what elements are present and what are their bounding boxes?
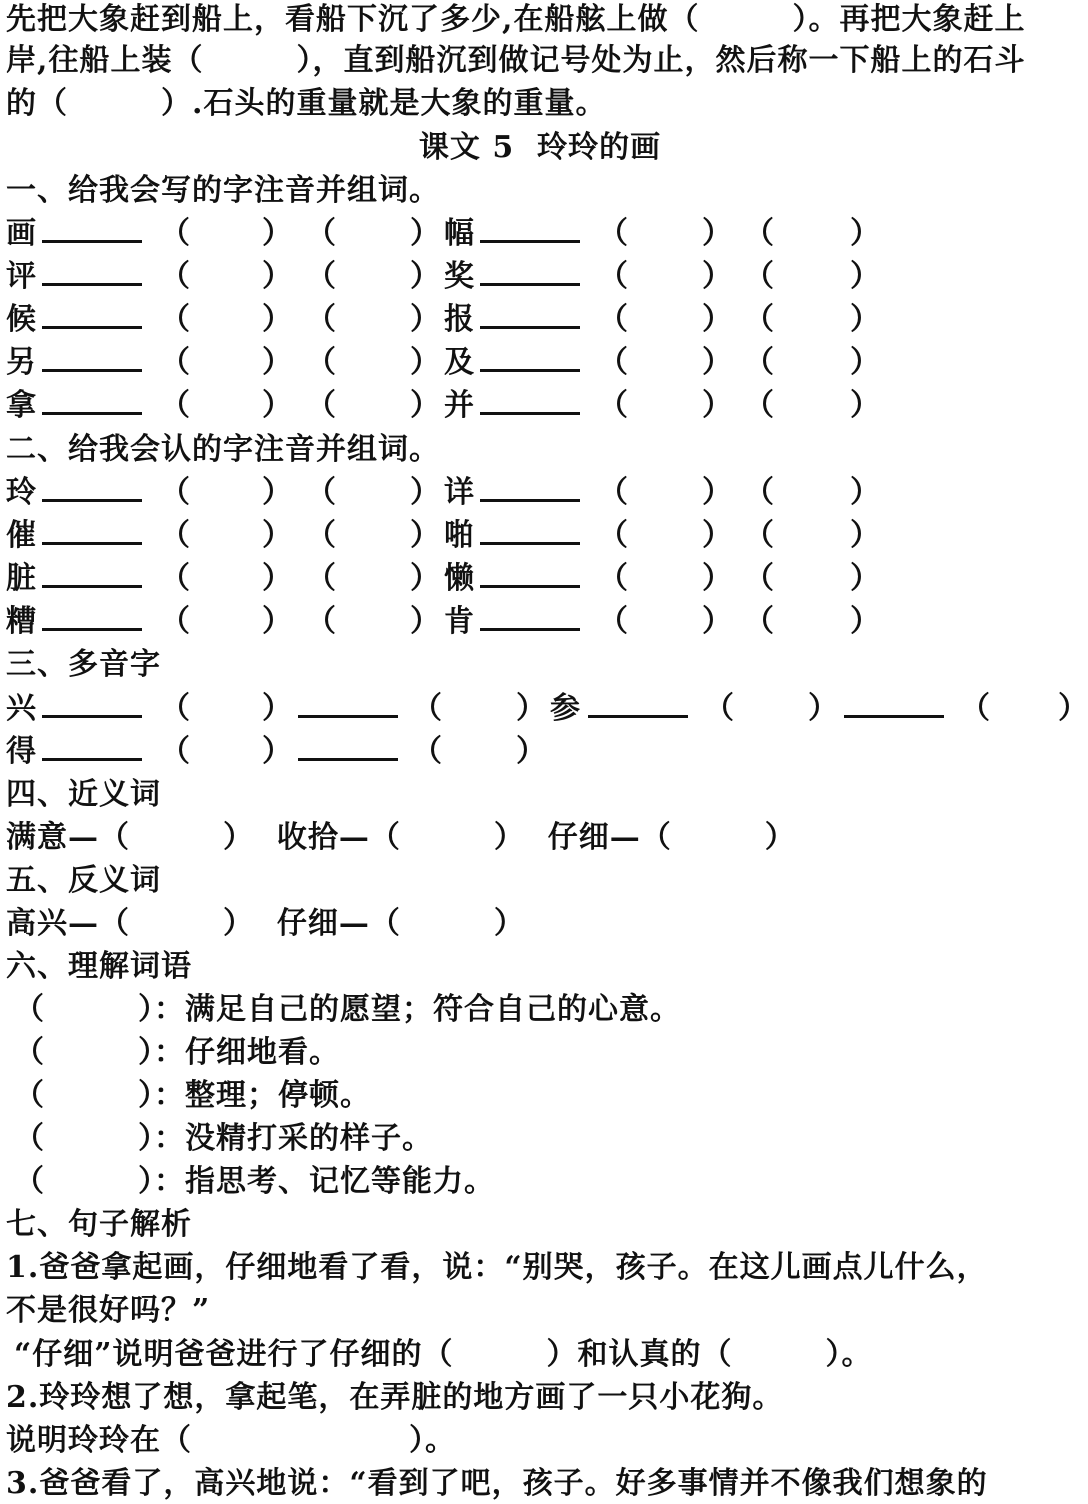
char-row <box>0 559 1080 599</box>
open-paren: （ <box>306 561 336 596</box>
close-paren: ） <box>850 388 880 423</box>
close-paren: ） <box>702 216 732 251</box>
close-paren: ） <box>410 345 440 380</box>
pinyin-blank[interactable] <box>478 473 580 513</box>
pinyin-blank[interactable] <box>478 214 580 254</box>
close-paren: ） <box>516 734 546 769</box>
char-row <box>0 386 1080 426</box>
open-paren: （ <box>744 518 774 553</box>
char-a: 画 <box>6 216 36 251</box>
close-paren: ） <box>262 561 292 596</box>
pinyin-blank[interactable] <box>40 732 142 772</box>
close-paren: ） <box>262 259 292 294</box>
polyphone-char: 兴 <box>6 691 36 726</box>
char-row <box>0 257 1080 297</box>
open-paren: （ <box>160 388 190 423</box>
pinyin-blank[interactable] <box>40 257 142 297</box>
open-paren: （ <box>598 561 628 596</box>
char-row <box>0 516 1080 556</box>
open-paren: （ <box>744 604 774 639</box>
section-2-heading: 二、给我会认的字注音并组词。 <box>6 432 440 467</box>
question-1-text: 1.爸爸拿起画，仔细地看了看，说：“别哭，孩子。在这儿画点儿什么， <box>6 1250 988 1285</box>
close-paren: ） <box>702 475 732 510</box>
char-row <box>0 300 1080 340</box>
open-paren: （ <box>412 734 442 769</box>
section-6-heading: 六、理解词语 <box>6 949 192 984</box>
pinyin-blank[interactable] <box>40 300 142 340</box>
close-paren: ） <box>850 259 880 294</box>
close-paren: ） <box>410 216 440 251</box>
definition-item: （ ）：整理；停顿。 <box>14 1078 371 1113</box>
close-paren: ） <box>702 561 732 596</box>
close-paren: ） <box>410 259 440 294</box>
definition-item: （ ）：指思考、记忆等能力。 <box>14 1164 495 1199</box>
section-5-heading: 五、反义词 <box>6 863 161 898</box>
open-paren: （ <box>744 259 774 294</box>
synonym-line: 满意—（ ） 收拾—（ ） 仔细—（ ） <box>6 820 796 855</box>
open-paren: （ <box>598 345 628 380</box>
polyphone-row-2 <box>0 732 1080 772</box>
intro-line-2: 岸,往船上装（ ），直到船沉到做记号处为止，然后称一下船上的石斗 <box>6 43 1026 78</box>
definition-item: （ ）：没精打采的样子。 <box>14 1121 433 1156</box>
char-b: 奖 <box>444 259 474 294</box>
pinyin-blank[interactable] <box>40 602 142 642</box>
char-b: 肯 <box>444 604 474 639</box>
open-paren: （ <box>306 259 336 294</box>
intro-line-1: 先把大象赶到船上，看船下沉了多少,在船舷上做（ ）。再把大象赶上 <box>6 2 1026 37</box>
open-paren: （ <box>160 561 190 596</box>
close-paren: ） <box>262 604 292 639</box>
pinyin-blank[interactable] <box>478 343 580 383</box>
char-row <box>0 343 1080 383</box>
pinyin-blank[interactable] <box>478 386 580 426</box>
section-3-heading: 三、多音字 <box>6 647 161 682</box>
open-paren: （ <box>744 561 774 596</box>
open-paren: （ <box>598 216 628 251</box>
definition-item: （ ）：满足自己的愿望；符合自己的心意。 <box>14 992 681 1027</box>
pinyin-blank[interactable] <box>40 473 142 513</box>
antonym-line: 高兴—（ ） 仔细—（ ） <box>6 906 525 941</box>
char-row <box>0 473 1080 513</box>
close-paren: ） <box>1058 691 1088 726</box>
question-1-text-cont: 不是很好吗？” <box>6 1293 211 1328</box>
char-row <box>0 214 1080 254</box>
pinyin-blank[interactable] <box>40 386 142 426</box>
close-paren: ） <box>410 388 440 423</box>
pinyin-blank[interactable] <box>40 559 142 599</box>
close-paren: ） <box>262 388 292 423</box>
pinyin-blank[interactable] <box>478 559 580 599</box>
section-1-heading: 一、给我会写的字注音并组词。 <box>6 173 440 208</box>
open-paren: （ <box>160 475 190 510</box>
polyphone-row-1 <box>0 689 1088 729</box>
char-b: 详 <box>444 475 474 510</box>
char-b: 幅 <box>444 216 474 251</box>
close-paren: ） <box>702 259 732 294</box>
open-paren: （ <box>160 691 190 726</box>
close-paren: ） <box>262 345 292 380</box>
open-paren: （ <box>306 518 336 553</box>
close-paren: ） <box>262 518 292 553</box>
pinyin-blank[interactable] <box>478 257 580 297</box>
open-paren: （ <box>306 302 336 337</box>
char-b: 及 <box>444 345 474 380</box>
close-paren: ） <box>850 604 880 639</box>
char-b: 并 <box>444 388 474 423</box>
pinyin-blank[interactable] <box>478 300 580 340</box>
section-4-heading: 四、近义词 <box>6 777 161 812</box>
section-7-heading: 七、句子解析 <box>6 1207 192 1242</box>
close-paren: ） <box>702 388 732 423</box>
open-paren: （ <box>744 475 774 510</box>
close-paren: ） <box>850 345 880 380</box>
open-paren: （ <box>306 475 336 510</box>
pinyin-blank[interactable] <box>842 689 944 729</box>
open-paren: （ <box>744 345 774 380</box>
lesson-title: 课文 5 玲玲的画 <box>418 130 662 165</box>
open-paren: （ <box>704 691 734 726</box>
open-paren: （ <box>598 388 628 423</box>
close-paren: ） <box>262 216 292 251</box>
char-a: 候 <box>6 302 36 337</box>
char-a: 另 <box>6 345 36 380</box>
close-paren: ） <box>262 734 292 769</box>
open-paren: （ <box>598 302 628 337</box>
open-paren: （ <box>160 518 190 553</box>
close-paren: ） <box>262 691 292 726</box>
open-paren: （ <box>160 302 190 337</box>
open-paren: （ <box>598 259 628 294</box>
char-a: 玲 <box>6 475 36 510</box>
close-paren: ） <box>410 302 440 337</box>
close-paren: ） <box>410 561 440 596</box>
char-a: 拿 <box>6 388 36 423</box>
close-paren: ） <box>410 604 440 639</box>
close-paren: ） <box>516 691 546 726</box>
definition-item: （ ）：仔细地看。 <box>14 1035 340 1070</box>
open-paren: （ <box>160 216 190 251</box>
question-2-text: 2.玲玲想了想，拿起笔，在弄脏的地方画了一只小花狗。 <box>6 1380 784 1415</box>
close-paren: ） <box>850 475 880 510</box>
close-paren: ） <box>808 691 838 726</box>
char-b: 懒 <box>444 561 474 596</box>
close-paren: ） <box>410 475 440 510</box>
polyphone-char: 参 <box>550 691 580 726</box>
pinyin-blank[interactable] <box>296 689 398 729</box>
char-b: 啪 <box>444 518 474 553</box>
open-paren: （ <box>960 691 990 726</box>
pinyin-blank[interactable] <box>478 602 580 642</box>
close-paren: ） <box>702 345 732 380</box>
open-paren: （ <box>160 604 190 639</box>
close-paren: ） <box>410 518 440 553</box>
open-paren: （ <box>744 216 774 251</box>
open-paren: （ <box>160 734 190 769</box>
char-a: 催 <box>6 518 36 553</box>
pinyin-blank[interactable] <box>40 343 142 383</box>
question-3-text: 3.爸爸看了，高兴地说：“看到了吧，孩子。好多事情并不像我们想象的 <box>6 1466 988 1501</box>
close-paren: ） <box>850 518 880 553</box>
polyphone-char: 得 <box>6 734 36 769</box>
question-1-prompt: “仔细”说明爸爸进行了仔细的（ ）和认真的（ ）。 <box>14 1337 873 1372</box>
open-paren: （ <box>412 691 442 726</box>
open-paren: （ <box>744 388 774 423</box>
close-paren: ） <box>850 216 880 251</box>
close-paren: ） <box>262 302 292 337</box>
open-paren: （ <box>744 302 774 337</box>
close-paren: ） <box>850 561 880 596</box>
close-paren: ） <box>702 518 732 553</box>
open-paren: （ <box>160 345 190 380</box>
close-paren: ） <box>850 302 880 337</box>
pinyin-blank[interactable] <box>478 516 580 556</box>
open-paren: （ <box>306 388 336 423</box>
open-paren: （ <box>160 259 190 294</box>
open-paren: （ <box>306 345 336 380</box>
open-paren: （ <box>306 216 336 251</box>
open-paren: （ <box>598 475 628 510</box>
char-a: 脏 <box>6 561 36 596</box>
char-a: 糟 <box>6 604 36 639</box>
pinyin-blank[interactable] <box>296 732 398 772</box>
question-2-prompt: 说明玲玲在（ ）。 <box>6 1423 456 1458</box>
intro-line-3: 的（ ）.石头的重量就是大象的重量。 <box>6 86 607 121</box>
close-paren: ） <box>702 302 732 337</box>
open-paren: （ <box>306 604 336 639</box>
char-row <box>0 602 1080 642</box>
char-a: 评 <box>6 259 36 294</box>
open-paren: （ <box>598 604 628 639</box>
pinyin-blank[interactable] <box>40 516 142 556</box>
pinyin-blank[interactable] <box>40 214 142 254</box>
pinyin-blank[interactable] <box>40 689 142 729</box>
close-paren: ） <box>702 604 732 639</box>
char-b: 报 <box>444 302 474 337</box>
close-paren: ） <box>262 475 292 510</box>
open-paren: （ <box>598 518 628 553</box>
pinyin-blank[interactable] <box>586 689 688 729</box>
